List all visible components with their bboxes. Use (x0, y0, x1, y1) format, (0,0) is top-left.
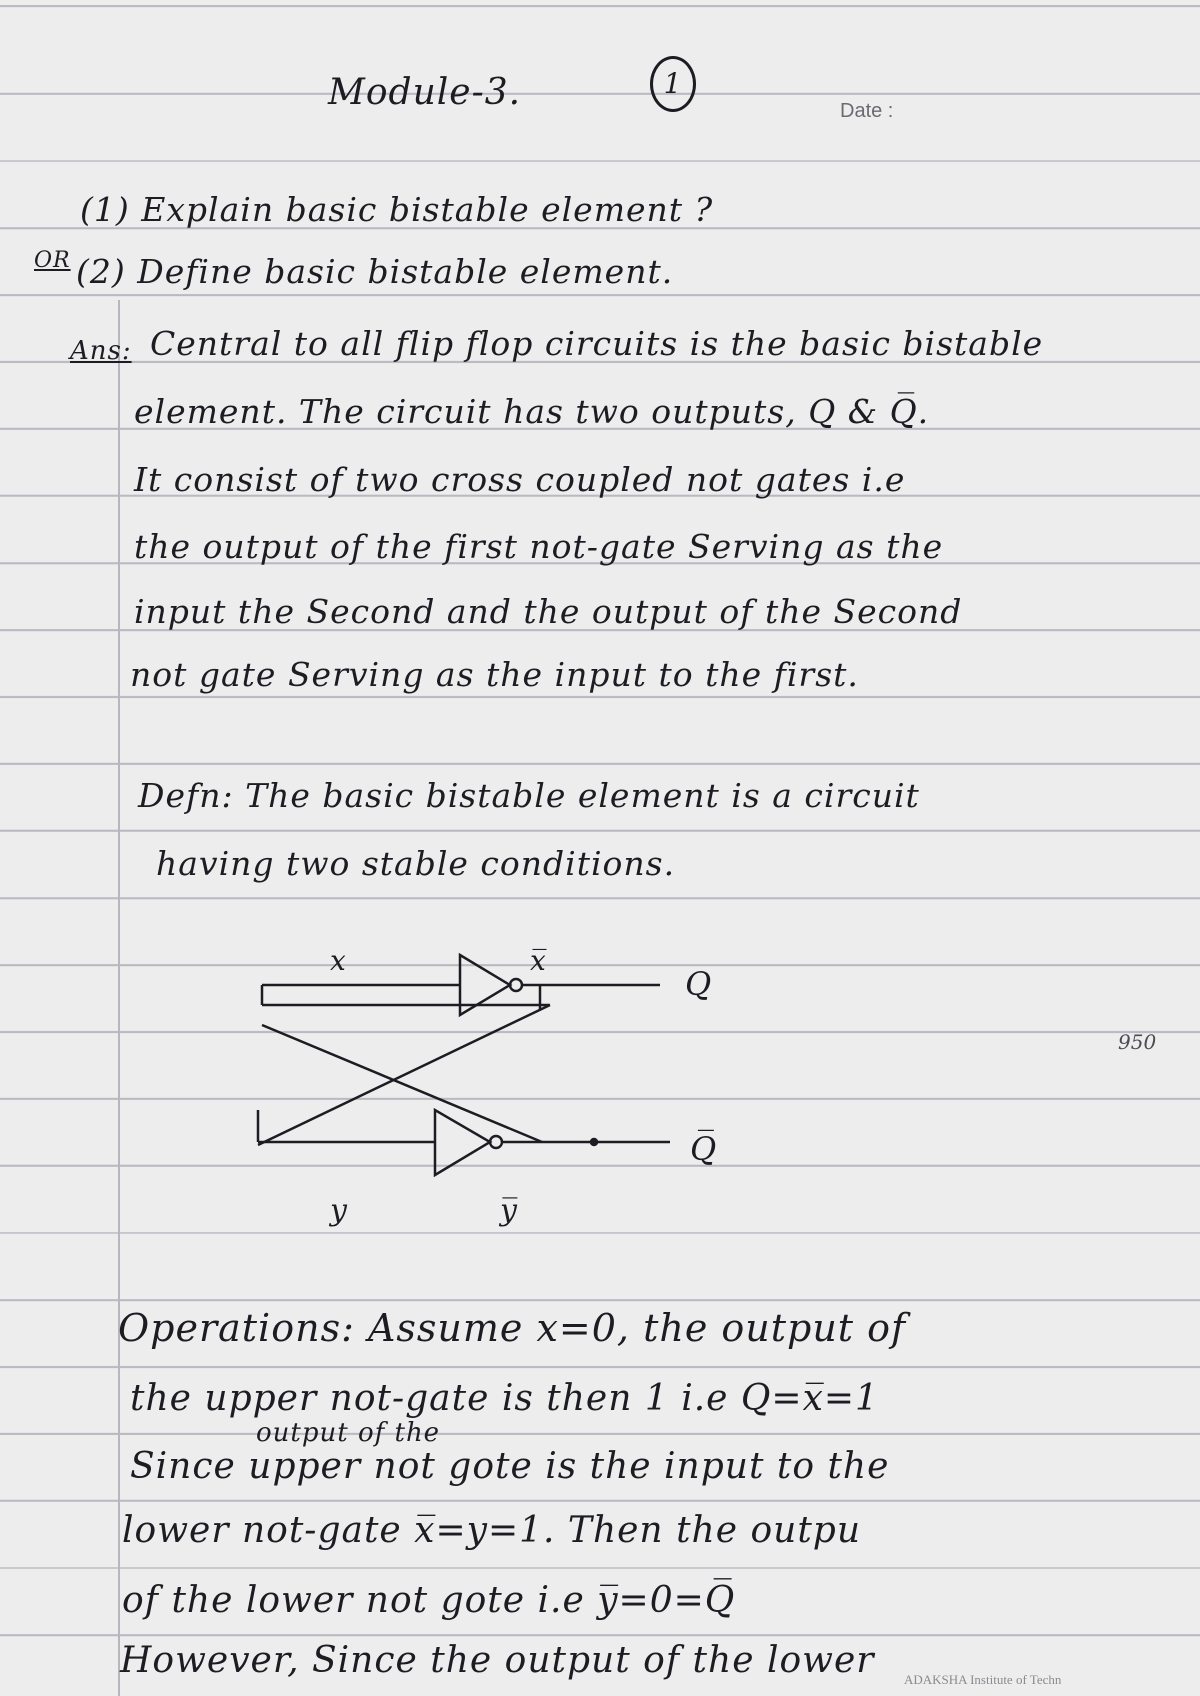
operations-line: the upper not-gate is then 1 i.e Q=x̅=1 (130, 1378, 879, 1419)
answer-line: input the Second and the output of the Second (134, 592, 963, 631)
operations-insert: output of the (256, 1418, 441, 1448)
answer-line: element. The circuit has two outputs, Q & Q̅. (134, 392, 930, 431)
page-number: 1 (650, 56, 696, 112)
operations-line: However, Since the output of the lower (120, 1640, 875, 1681)
definition-line-1: Defn: The basic bistable element is a circuit (138, 776, 920, 815)
label-x-bar: x̅ (530, 944, 546, 977)
operations-line: Since upper not gote is the input to the (130, 1446, 890, 1487)
label-q-bar: Q̅ (690, 1130, 717, 1168)
operations-line: of the lower not gote i.e y̅=0=Q̅ (122, 1580, 736, 1621)
bistable-circuit-diagram (250, 940, 750, 1230)
answer-label: Ans: (70, 336, 132, 366)
operations-line: Operations: Assume x=0, the output of (118, 1306, 907, 1350)
label-x: x (330, 944, 346, 977)
lower-not-gate (435, 1110, 490, 1175)
label-y: y (330, 1193, 347, 1228)
module-title: Module-3. (328, 72, 522, 113)
answer-line: not gate Serving as the input to the first. (130, 655, 859, 694)
operations-line: lower not-gate x̅=y=1. Then the outpu (122, 1510, 862, 1551)
question-1: (1) Explain basic bistable element ? (80, 190, 714, 229)
or-label: OR (34, 248, 71, 273)
question-2: (2) Define basic bistable element. (76, 252, 674, 291)
footer-stamp: ADAKSHA Institute of Techn (904, 1672, 1062, 1687)
margin-line (118, 300, 120, 1696)
answer-line: the output of the first not-gate Serving as the (134, 527, 944, 566)
answer-line: Central to all flip flop circuits is the basic bistable (150, 324, 1044, 363)
date-label: Date : (840, 100, 894, 122)
margin-note: 950 (1118, 1030, 1157, 1054)
label-q: Q (685, 965, 712, 1003)
answer-line: It consist of two cross coupled not gates i.e (134, 460, 906, 499)
definition-line-2: having two stable conditions. (156, 844, 676, 883)
label-y-bar: y̅ (500, 1193, 517, 1228)
